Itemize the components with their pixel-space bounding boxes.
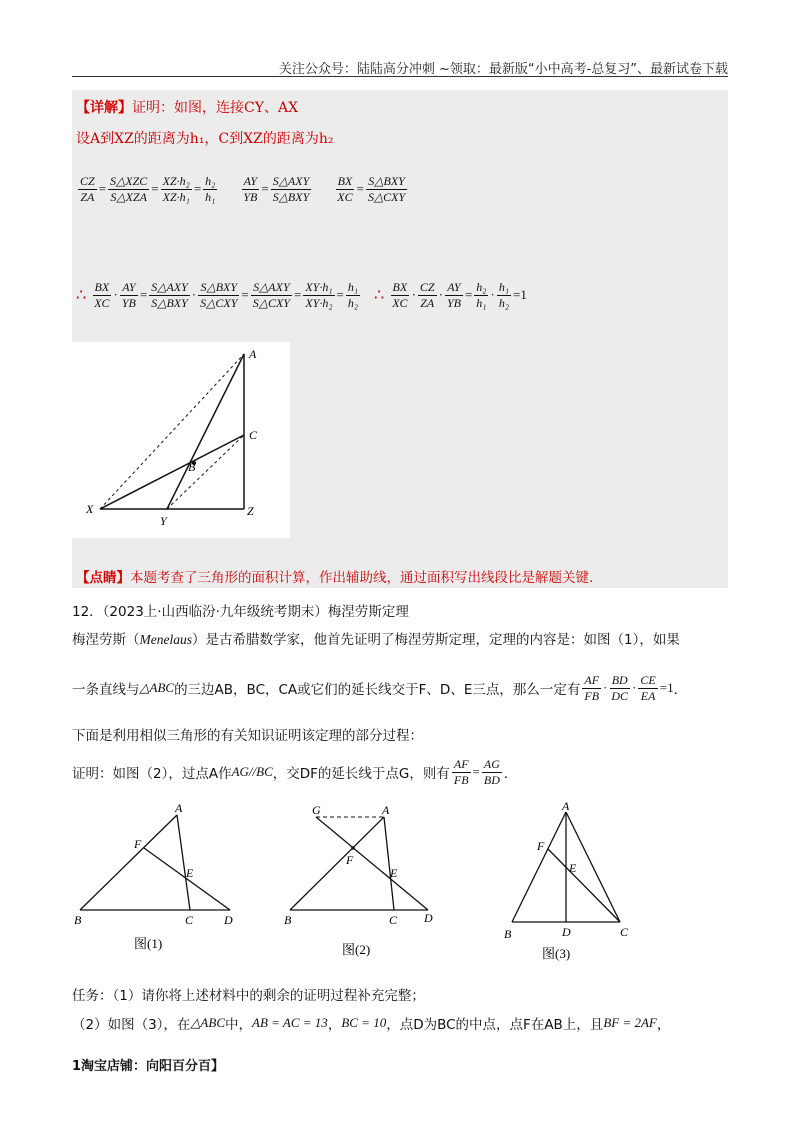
svg-text:A: A — [562, 800, 570, 813]
dashed-line-xa — [100, 354, 244, 509]
solution-figure-svg — [72, 342, 290, 538]
svg-text:B: B — [504, 927, 512, 941]
figure-2-caption: 图(2) — [342, 942, 371, 957]
svg-text:F: F — [537, 839, 545, 853]
figure-3 — [504, 800, 629, 961]
line-ya — [167, 354, 244, 509]
svg-text:A: A — [382, 803, 390, 817]
svg-text:E: E — [390, 866, 398, 880]
svg-text:G: G — [312, 803, 321, 817]
task-1: 任务：（1）请你将上述材料中的剩余的证明过程补充完整； — [72, 988, 425, 1004]
svg-text:C: C — [389, 913, 398, 927]
label-c: C — [249, 428, 258, 442]
eq2-rhs: $\frac{\text{S△AXY}}{\text{S△BXY}}$ — [272, 173, 310, 204]
page-header: 关注公众号：陆陆高分冲刺 ~领取：最新版“小中高考-总复习”、最新试卷下载 — [278, 62, 728, 77]
label-a: A — [249, 347, 257, 361]
svg-text:C: C — [185, 913, 194, 927]
detail-text: 证明：如图，连接CY、AX — [132, 100, 299, 116]
therefore-symbol: ∴ — [76, 287, 87, 304]
svg-text:D: D — [424, 911, 433, 925]
label-x: X — [86, 502, 94, 516]
task-2: （2）如图（3），在 △ABC 中， AB = AC = 13 ， BC = 10 ，点D为BC的中点，点F在AB上，且 BF = 2AF ， — [72, 1015, 671, 1033]
equation-row-1: $\frac{CZ}{ZA}$ = $\frac{\text{S△XZC}}{\text{S△XZA}}$ = $\frac{\text{XZ·h₂}}{\text{XZ·h₁}}$ = $\frac{\text{h₂}}{\text{h₁}}$ $\frac{AY}{YB}$ = $\frac{\text{S△AXY}}{\text{S△BXY}}$ $\frac{BX}{XC}$ = $\frac{\text{S△BXY}}{\text{S△CXY}}$ — [80, 173, 406, 204]
problem-line-3: 下面是利用相似三角形的有关知识证明该定理的部分过程： — [72, 728, 423, 744]
svg-text:E: E — [569, 861, 577, 875]
equation-row-2: ∴ $\frac{BX}{XC}$ · $\frac{AY}{YB}$ = $\frac{\text{S△AXY}}{\text{S△BXY}}$ · $\frac{\text{S△BXY}}{\text{S△CXY}}$ = $\frac{\text{S△AXY}}{\text{S△CXY}}$ = $\frac{\text{XY·h₁}}{\text{XY·h₂}}$ = $\frac{\text{h₁}}{\text{h₂}}$ ∴ $\frac{BX}{XC}$ · $\frac{CZ}{ZA}$ · $\frac{AY}{YB}$ = $\frac{\text{h₂}}{\text{h₁}}$ · $\frac{\text{h₁}}{\text{h₂}}$ =1 — [76, 279, 527, 310]
comment-tag: 【点睛】 — [76, 570, 130, 586]
problem-line-2: 一条直线与 △ABC 的三边AB，BC，CA或它们的延长线交于F、D、E三点，那么一定有 $\frac{AF}{FB}$ · $\frac{BD}{DC}$ · $\frac{CE}{EA}$ =1 ． — [72, 672, 688, 703]
page-footer: 1淘宝店铺：向阳百分百】 — [72, 1059, 225, 1074]
solution-figure — [72, 342, 290, 538]
detail-line — [76, 97, 298, 117]
distance-text: 设A到XZ的距离为h₁，C到XZ的距离为h₂ — [76, 131, 334, 147]
problem-line-4: 证明：如图（2），过点A作 AG//BC ，交DF的延长线于点G，则有 $\frac{AF}{FB}$ = $\frac{AG}{BD}$ ． — [72, 756, 518, 787]
eq1-mid: $\frac{\text{XZ·h₂}}{\text{XZ·h₁}}$ — [162, 173, 190, 204]
svg-text:F: F — [346, 853, 354, 867]
eq3-lhs: $\frac{BX}{XC}$ — [337, 173, 353, 204]
eq1-result: $\frac{\text{h₂}}{\text{h₁}}$ — [205, 173, 216, 204]
label-z: Z — [247, 504, 254, 518]
svg-text:C: C — [620, 925, 629, 939]
eq2-lhs: $\frac{AY}{YB}$ — [243, 173, 258, 204]
figure-1 — [74, 801, 233, 951]
eq1-s1: $\frac{\text{S△XZC}}{\text{S△XZA}}$ — [110, 173, 148, 204]
figure-3-caption: 图(3) — [542, 946, 571, 961]
comment-text: 本题考查了三角形的面积计算，作出辅助线，通过面积写出线段比是解题关键. — [130, 570, 594, 586]
svg-text:D: D — [562, 925, 571, 939]
comment-line — [76, 566, 593, 586]
label-b: B — [188, 460, 196, 474]
therefore-symbol-2: ∴ — [374, 287, 385, 304]
header-rule — [72, 76, 728, 77]
svg-text:E: E — [186, 866, 194, 880]
detail-tag: 【详解】 — [76, 100, 132, 116]
problem-intro: 梅涅劳斯（Menelaus）是古希腊数学家，他首先证明了梅涅劳斯定理，定理的内容是：如图（1），如果 — [72, 632, 680, 648]
eq1-lhs: $\frac{CZ}{ZA}$ — [80, 173, 95, 204]
svg-text:D: D — [224, 913, 233, 927]
eq3-rhs: $\frac{\text{S△BXY}}{\text{S△CXY}}$ — [367, 173, 406, 204]
problem-figures — [72, 800, 728, 970]
figure-1-caption: 图(1) — [134, 936, 163, 951]
svg-text:B: B — [284, 913, 292, 927]
problem-title: 12．（2023上·山西临汾·九年级统考期末）梅涅劳斯定理 — [72, 604, 409, 620]
dashed-line-yc — [167, 435, 244, 509]
svg-text:A: A — [175, 801, 183, 815]
svg-text:B: B — [74, 913, 82, 927]
label-y: Y — [160, 514, 167, 528]
svg-text:F: F — [134, 837, 142, 851]
figure-2 — [284, 803, 433, 957]
